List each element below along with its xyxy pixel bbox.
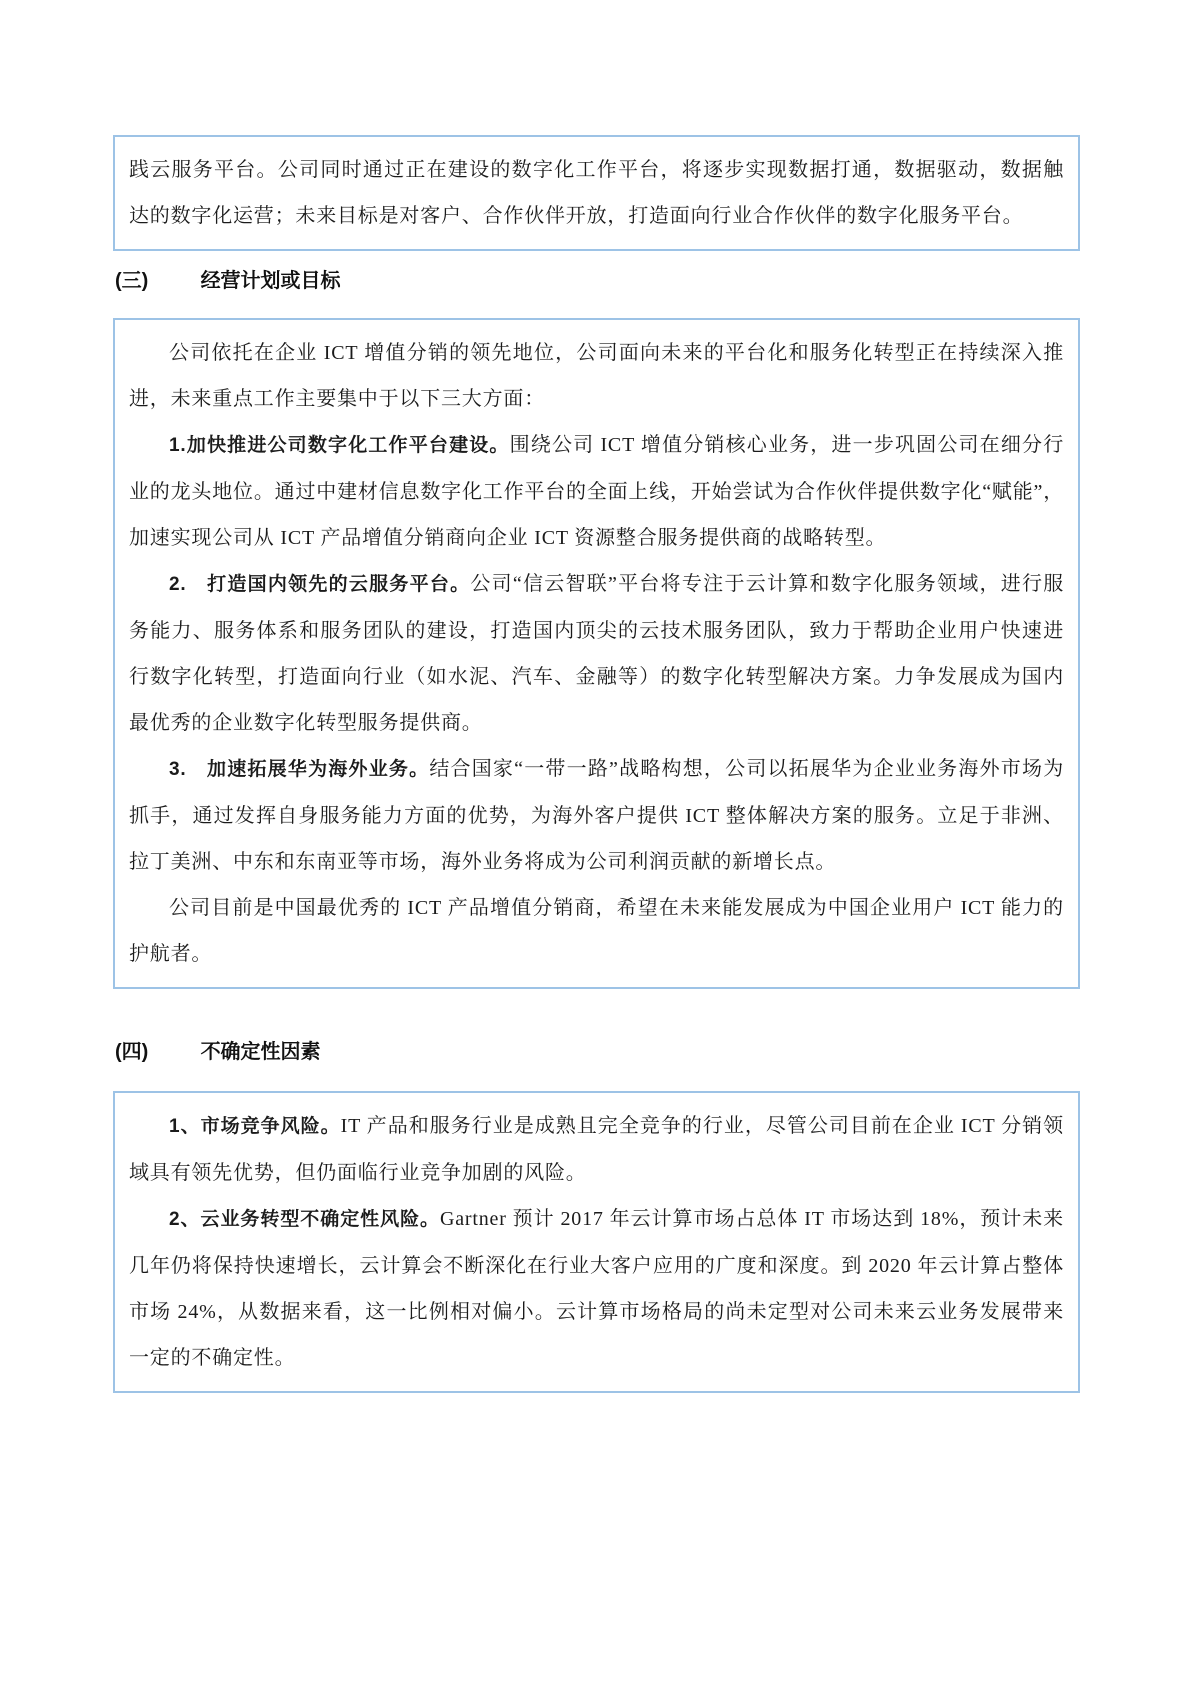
paragraph-lead: 3. 加速拓展华为海外业务。: [169, 759, 430, 780]
section-title: 经营计划或目标: [200, 270, 341, 292]
paragraph-text: 公司目前是中国最优秀的 ICT 产品增值分销商，希望在未来能发展成为中国企业用户 ICT 能力的护航者。: [129, 897, 1064, 965]
paragraph-point-3: [129, 746, 1064, 885]
paragraph-risk-2: [129, 1196, 1064, 1381]
paragraph-lead: 2、云业务转型不确定性风险。: [169, 1209, 440, 1230]
paragraph-text: 围绕公司 ICT 增值分销核心业务，进一步巩固公司在细分行业的龙头地位。通过中建材信息数字化工作平台的全面上线，开始尝试为合作伙伴提供数字化“赋能”，加速实现公司从 ICT 产品增值分销商向企业 ICT 资源整合服务提供商的战略转型。: [129, 434, 1065, 549]
paragraph-text: 公司依托在企业 ICT 增值分销的领先地位，公司面向未来的平台化和服务化转型正在持续深入推进，未来重点工作主要集中于以下三大方面：: [129, 342, 1064, 410]
paragraph-point-2: [129, 561, 1064, 746]
paragraph-text: 结合国家“一带一路”战略构想，公司以拓展华为企业业务海外市场为抓手，通过发挥自身服务能力方面的优势，为海外客户提供 ICT 整体解决方案的服务。立足于非洲、拉丁美洲、中东和东南亚等市场，海外业务将成为公司利润贡献的新增长点。: [129, 758, 1064, 873]
paragraph-lead: 1、市场竞争风险。: [169, 1116, 341, 1137]
continuation-text-box: [113, 135, 1080, 251]
business-plan-box: [113, 318, 1080, 989]
paragraph-point-1: [129, 422, 1064, 561]
paragraph-lead: 1.加快推进公司数字化工作平台建设。: [169, 435, 510, 456]
section-heading-uncertainty: [115, 1037, 321, 1067]
section-title: 不确定性因素: [200, 1041, 321, 1063]
section-number: (四): [115, 1041, 149, 1063]
paragraph-risk-1: [129, 1103, 1064, 1196]
uncertainty-factors-box: [113, 1091, 1080, 1393]
paragraph-closing: [129, 885, 1064, 977]
section-heading-business-plan: [115, 266, 341, 296]
paragraph-text: 公司“信云智联”平台将专注于云计算和数字化服务领域，进行服务能力、服务体系和服务团队的建设，打造国内顶尖的云技术服务团队，致力于帮助企业用户快速进行数字化转型，打造面向行业（如水泥、汽车、金融等）的数字化转型解决方案。力争发展成为国内最优秀的企业数字化转型服务提供商。: [129, 573, 1065, 734]
paragraph-intro: [129, 330, 1064, 422]
paragraph-text: Gartner 预计 2017 年云计算市场占总体 IT 市场达到 18%，预计未来几年仍将保持快速增长，云计算会不断深化在行业大客户应用的广度和深度。到 2020 年云计算占整体市场 24%，从数据来看，这一比例相对偏小。云计算市场格局的尚未定型对公司未来云业务发展带来一定的不确定性。: [129, 1208, 1064, 1369]
paragraph-continuation: 践云服务平台。公司同时通过正在建设的数字化工作平台，将逐步实现数据打通，数据驱动，数据触达的数字化运营；未来目标是对客户、合作伙伴开放，打造面向行业合作伙伴的数字化服务平台。: [129, 159, 1064, 227]
section-number: (三): [115, 270, 149, 292]
paragraph-text: IT 产品和服务行业是成熟且完全竞争的行业，尽管公司目前在企业 ICT 分销领域具有领先优势，但仍面临行业竞争加剧的风险。: [129, 1115, 1064, 1184]
paragraph-lead: 2. 打造国内领先的云服务平台。: [169, 574, 471, 595]
